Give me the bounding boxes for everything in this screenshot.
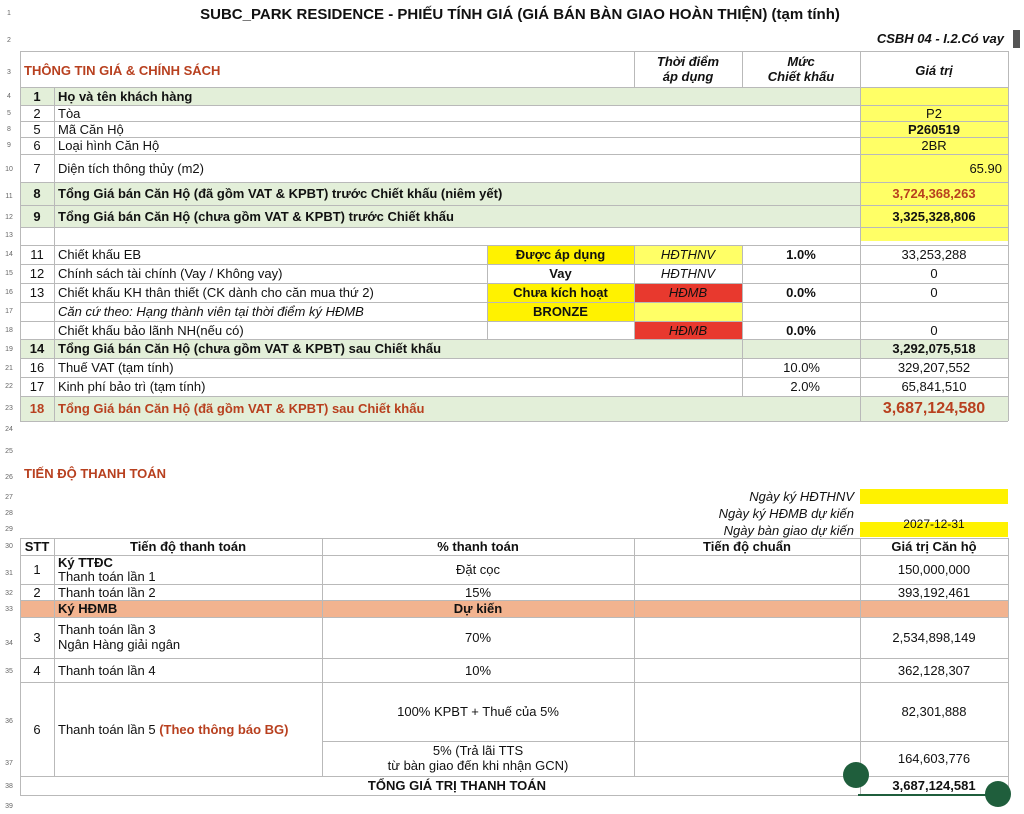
stt: 4 <box>33 662 41 678</box>
row-time: HĐTHNV <box>660 266 716 281</box>
row-no: 17 <box>29 379 45 394</box>
stt: 6 <box>33 721 41 737</box>
row-label: Chiết khấu EB <box>58 247 142 262</box>
row-label: Thuế VAT (tạm tính) <box>58 360 174 375</box>
sheet-title: SUBC_PARK RESIDENCE - PHIẾU TÍNH GIÁ (GIÁ BÁN BÀN GIAO HOÀN THIỆN) (tạm tính) <box>200 5 840 23</box>
row-status: Vay <box>549 266 572 281</box>
row-value: 329,207,552 <box>897 360 971 375</box>
row-no: 12 <box>29 266 45 281</box>
row-no: 14 <box>29 341 45 356</box>
row-value: 65.90 <box>969 160 1002 176</box>
row-no: 13 <box>29 285 45 300</box>
row-number: 19 <box>5 346 13 353</box>
row-value: 3,724,368,263 <box>892 186 976 201</box>
payment-percent: 5% (Trả lãi TTS <box>432 743 524 758</box>
payment-desc: Thanh toán lần 2 <box>58 584 156 600</box>
payment-percent-2: từ bàn giao đến khi nhận GCN) <box>387 758 569 773</box>
payment-value: 164,603,776 <box>897 751 971 766</box>
row-number: 35 <box>5 668 13 675</box>
col-value-header: Giá trị Căn hộ <box>891 539 977 554</box>
row-status: Chưa kích hoạt <box>513 285 608 300</box>
date-field-hdthnv <box>860 489 1008 504</box>
row-number: 32 <box>5 590 13 597</box>
row-label: Tổng Giá bán Căn Hộ (chưa gồm VAT & KPBT) trước Chiết khấu <box>58 208 454 224</box>
corner-mark <box>1013 30 1020 48</box>
row-value: 2BR <box>921 138 947 153</box>
final-price: 3,687,124,580 <box>882 399 986 417</box>
section1-heading: THÔNG TIN GIÁ & CHÍNH SÁCH <box>24 62 221 78</box>
payment-desc: Thanh toán lần 1 <box>58 569 156 584</box>
row-number: 26 <box>5 474 13 481</box>
row-label: Họ và tên khách hàng <box>58 88 193 104</box>
row-no: 2 <box>33 105 41 121</box>
payment-value: 2,534,898,149 <box>892 630 976 645</box>
row-number: 1 <box>7 10 11 17</box>
row-number: 5 <box>7 110 11 117</box>
row-value: 3,292,075,518 <box>892 341 976 356</box>
row-number: 25 <box>5 448 13 455</box>
row-no: 9 <box>33 208 41 224</box>
payment-percent: 70% <box>464 630 492 645</box>
row-number: 11 <box>5 193 13 200</box>
row-number: 39 <box>5 803 13 810</box>
row-number: 33 <box>5 606 13 613</box>
payment-note: (Theo thông báo BG) <box>159 721 289 737</box>
selection-handle[interactable] <box>985 781 1011 807</box>
row-no: 6 <box>33 138 41 153</box>
row-number: 17 <box>5 308 13 315</box>
row-number: 10 <box>5 166 13 173</box>
row-time: HĐTHNV <box>660 247 716 262</box>
row-time: HĐMB <box>668 285 708 300</box>
col-percent-header: % thanh toán <box>437 539 519 554</box>
row-label: Chính sách tài chính (Vay / Không vay) <box>58 266 283 281</box>
row-value: 3,325,328,806 <box>892 208 976 224</box>
row-value: 33,253,288 <box>901 247 967 262</box>
payment-desc <box>55 682 322 776</box>
row-number: 27 <box>5 494 13 501</box>
stt: 1 <box>33 562 41 577</box>
row-number: 22 <box>5 383 13 390</box>
row-no: 11 <box>30 247 44 262</box>
payment-percent: 15% <box>464 584 492 600</box>
stt: 3 <box>33 630 41 645</box>
row-number: 38 <box>5 783 13 790</box>
row-number: 28 <box>5 510 13 517</box>
row-number: 31 <box>5 570 13 577</box>
row-number: 13 <box>5 232 13 239</box>
selection-border <box>858 794 998 796</box>
row-status: BRONZE <box>533 304 588 319</box>
payment-desc: Thanh toán lần 3 <box>58 622 156 637</box>
row-status: Được áp dụng <box>515 247 606 262</box>
row-number: 2 <box>7 37 11 44</box>
row-rate: 0.0% <box>786 285 816 300</box>
time-fill <box>634 302 742 321</box>
selection-handle[interactable] <box>843 762 869 788</box>
row-number: 23 <box>5 405 13 412</box>
row-no: 7 <box>33 160 41 176</box>
row-no: 18 <box>29 401 45 416</box>
row-number: 12 <box>5 214 13 221</box>
col-schedule-header: Tiến độ thanh toán <box>129 539 247 554</box>
col-standard-header: Tiến độ chuẩn <box>703 539 791 554</box>
row-number: 21 <box>5 365 13 372</box>
row-number: 24 <box>5 426 13 433</box>
row-number: 36 <box>5 718 13 725</box>
date-label-handover: Ngày bàn giao dự kiến <box>723 522 854 538</box>
row-label: Chiết khấu KH thân thiết (CK dành cho căn mua thứ 2) <box>58 285 374 300</box>
row-no: 5 <box>33 121 41 137</box>
row-number: 8 <box>7 126 11 133</box>
row-value: 65,841,510 <box>901 379 967 394</box>
row-number: 37 <box>5 760 13 767</box>
row-label: Diện tích thông thủy (m2) <box>58 160 204 176</box>
row-rate: 10.0% <box>783 360 820 375</box>
col-stt-header: STT <box>24 539 50 554</box>
payment-percent: 10% <box>464 662 492 678</box>
row-number: 18 <box>5 327 13 334</box>
row-number: 4 <box>7 93 11 100</box>
row-number: 15 <box>5 270 13 277</box>
row-label: Chiết khấu bảo lãnh NH(nếu có) <box>58 322 244 338</box>
row-number: 14 <box>5 251 13 258</box>
payment-percent: 100% KPBT + Thuế của 5% <box>397 704 559 719</box>
payment-desc: Ký HĐMB <box>58 601 118 616</box>
row-no: 1 <box>33 88 41 104</box>
col-time-header: Thời điểm áp dụng <box>656 54 720 84</box>
date-label-hdthnv: Ngày ký HĐTHNV <box>749 488 854 504</box>
payment-title: Ký TTĐC <box>58 555 113 570</box>
payment-desc-text: Thanh toán lần 5 <box>58 721 156 737</box>
date-label-hdmb: Ngày ký HĐMB dự kiến <box>718 505 854 521</box>
row-number: 29 <box>5 526 13 533</box>
row-label: Tổng Giá bán Căn Hộ (đã gồm VAT & KPBT) trước Chiết khấu (niêm yết) <box>58 186 503 201</box>
row-value: P260519 <box>907 121 961 137</box>
payment-value: 393,192,461 <box>897 584 971 600</box>
row-label: Kinh phí bảo trì (tạm tính) <box>58 379 206 394</box>
payment-value: 362,128,307 <box>897 662 971 678</box>
row-label: Loại hình Căn Hộ <box>58 138 160 153</box>
row-number: 34 <box>5 640 13 647</box>
row-rate: 0.0% <box>786 322 816 338</box>
row-label: Tòa <box>58 105 81 121</box>
payment-desc: Thanh toán lần 4 <box>58 662 156 678</box>
row-rate: 1.0% <box>786 247 816 262</box>
row-label: Tổng Giá bán Căn Hộ (chưa gồm VAT & KPBT) sau Chiết khấu <box>58 341 442 356</box>
handover-date: 2027-12-31 <box>903 517 965 531</box>
row-label: Mã Căn Hộ <box>58 121 124 137</box>
row-number: 16 <box>5 289 13 296</box>
row-no: 16 <box>29 360 45 375</box>
row-label: Tổng Giá bán Căn Hộ (đã gồm VAT & KPBT) sau Chiết khấu <box>58 401 425 416</box>
payment-value: 150,000,000 <box>897 562 971 577</box>
policy-code: CSBH 04 - I.2.Có vay <box>876 30 1004 46</box>
row-number: 3 <box>7 69 11 76</box>
payment-percent: Dự kiến <box>453 601 503 616</box>
row-value: 0 <box>930 266 938 281</box>
row-no: 8 <box>33 186 41 201</box>
total-label: TỔNG GIÁ TRỊ THANH TOÁN <box>367 778 547 793</box>
stt: 2 <box>33 584 41 600</box>
payment-desc-2: Ngân Hàng giải ngân <box>58 637 181 652</box>
col-value-header: Giá trị <box>915 62 953 78</box>
row-number: 9 <box>7 142 11 149</box>
row-number: 30 <box>5 543 13 550</box>
row-time: HĐMB <box>668 322 708 338</box>
payment-value: 82,301,888 <box>901 704 967 719</box>
row-label: Căn cứ theo: Hạng thành viên tại thời điểm ký HĐMB <box>58 304 364 319</box>
total-value: 3,687,124,581 <box>892 778 976 793</box>
payment-percent: Đặt cọc <box>455 562 501 577</box>
row-value: P2 <box>926 105 942 121</box>
row-rate: 2.0% <box>790 379 820 394</box>
col-discount-header: Mức Chiết khấu <box>767 54 835 84</box>
row-value: 0 <box>930 285 938 300</box>
section2-heading: TIẾN ĐỘ THANH TOÁN <box>24 465 167 481</box>
row-value: 0 <box>930 322 938 338</box>
